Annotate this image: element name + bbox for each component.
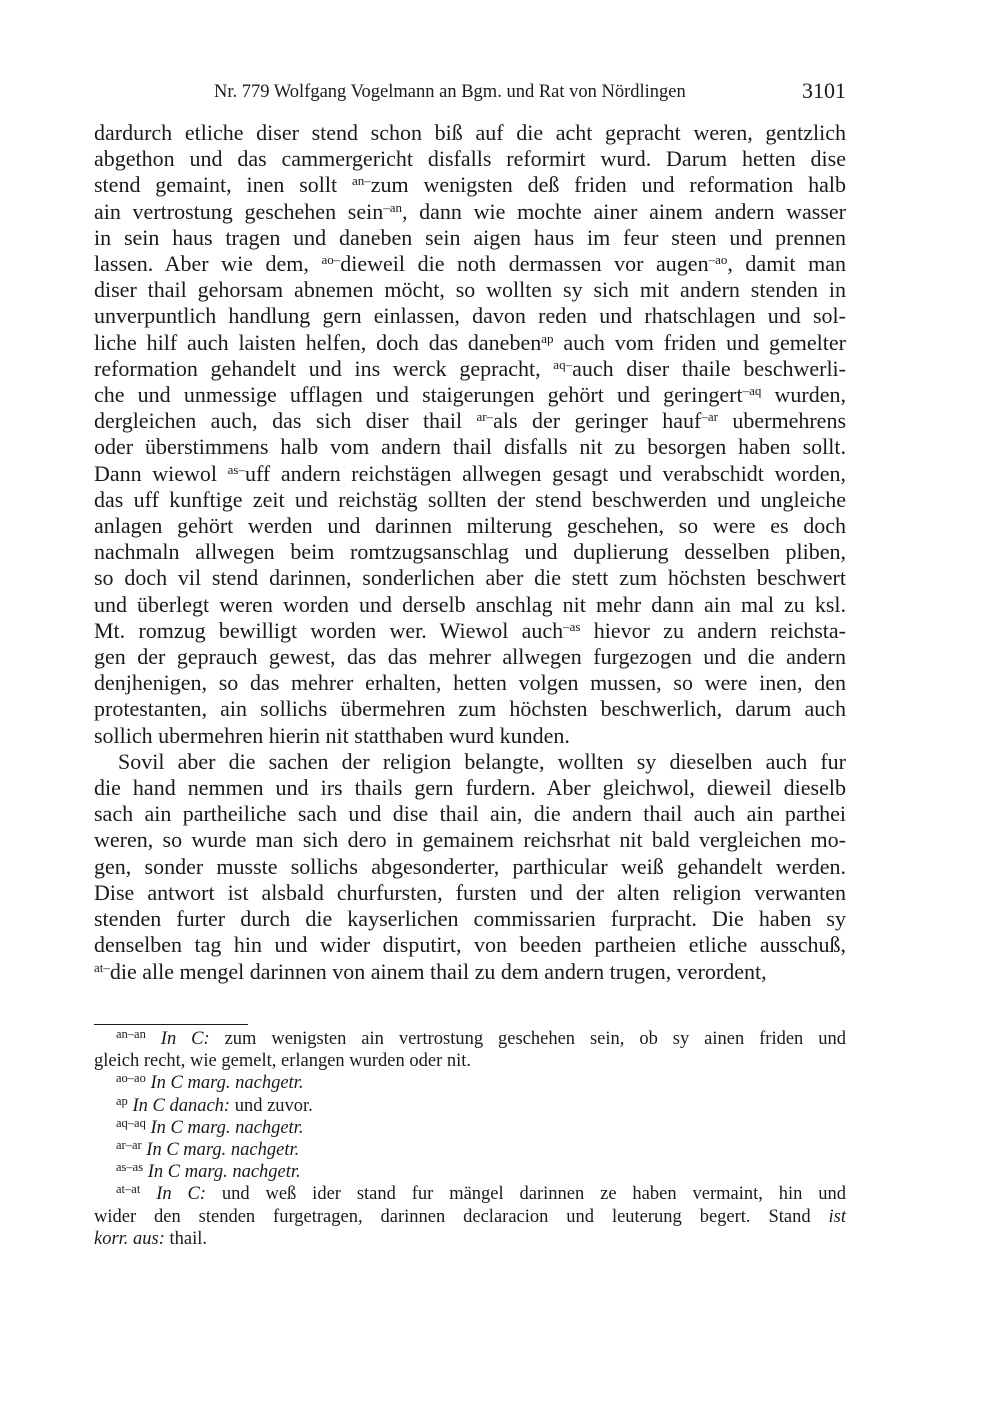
editorial-note: In C marg. nachgetr. bbox=[150, 1117, 304, 1138]
text-line bbox=[94, 959, 846, 985]
text-line: oder überstimmens halb vom andern thail disfalls nit zu besorgen haben sollt. bbox=[94, 434, 846, 460]
text-segment: die alle mengel darinnen von ainem thail zu dem andern trugen, verordent, bbox=[109, 958, 767, 984]
text-segment: reformation gehandelt und ins werck gepracht, bbox=[94, 355, 554, 381]
text-line: weren, so wurde man sich dero in gemainem reichsrhat nit bald vergleichen mo- bbox=[94, 827, 846, 853]
footnote-line bbox=[94, 1183, 846, 1205]
text-segment: lassen. Aber wie dem, bbox=[94, 251, 322, 277]
apparatus-marker: ap bbox=[541, 330, 554, 346]
editorial-note: In C danach: bbox=[132, 1095, 231, 1116]
text-line bbox=[94, 251, 846, 277]
editorial-note: In C: bbox=[160, 1029, 210, 1049]
apparatus-marker: aq–aq bbox=[116, 1115, 146, 1130]
text-segment: hievor zu andern reichsta- bbox=[580, 617, 846, 643]
apparatus-marker: at– bbox=[94, 959, 110, 975]
text-segment: stend gemaint, inen sollt bbox=[94, 172, 352, 198]
apparatus-marker: as–as bbox=[116, 1159, 144, 1174]
text-line: diser thail gehorsam abnemen möcht, so wollten sy sich mit andern stenden in bbox=[94, 277, 846, 303]
text-line: unverpuntlich handlung gern einlassen, davon reden und rhatschlagen und sol- bbox=[94, 303, 846, 329]
editorial-note: In C marg. nachgetr. bbox=[146, 1140, 300, 1161]
footnote-separator bbox=[94, 1024, 248, 1025]
apparatus-marker: at–at bbox=[116, 1182, 141, 1197]
text-segment: , damit man bbox=[727, 251, 846, 277]
apparatus-marker: ap bbox=[116, 1093, 128, 1108]
text-line bbox=[94, 408, 846, 434]
apparatus-marker: aq– bbox=[553, 356, 573, 372]
text-segment: dieweil die noth dermassen vor augen bbox=[340, 251, 709, 277]
apparatus-marker: ao–ao bbox=[116, 1071, 146, 1086]
footnote-line bbox=[94, 1095, 846, 1117]
apparatus-marker: ao– bbox=[321, 251, 341, 267]
footnote-line bbox=[94, 1028, 846, 1050]
text-line: denjhenigen, so das mehrer erhalten, hetten volgen mussen, so were inen, den bbox=[94, 670, 846, 696]
apparatus-marker: –an bbox=[383, 199, 402, 215]
text-line: und überlegt weren worden und derselb anschlag nit mehr dann ain mal zu ksl. bbox=[94, 591, 846, 617]
apparatus-marker: –aq bbox=[742, 382, 762, 398]
text-segment: zum wenigsten deß friden und reformation halb bbox=[370, 172, 846, 198]
text-segment bbox=[146, 1029, 161, 1049]
footnote-line bbox=[94, 1139, 846, 1161]
text-line bbox=[94, 382, 846, 408]
text-segment: auch diser thaile beschwerli- bbox=[572, 355, 846, 381]
footnote-line bbox=[94, 1072, 846, 1094]
apparatus-marker: ar– bbox=[476, 409, 494, 425]
text-line: gen, sonder musste sollichs abgesonderter, parthicular weiß gehandelt werden. bbox=[94, 853, 846, 879]
text-segment: als der geringer hauf bbox=[493, 408, 702, 434]
text-line: Sovil aber die sachen der religion belangte, wollten sy dieselben auch fur bbox=[118, 748, 846, 774]
running-header bbox=[94, 78, 846, 108]
text-segment: wider den stenden furgetragen, darinnen declaracion und leuterung begert. Stand bbox=[94, 1206, 829, 1227]
text-line: nachmaln allwegen beim romtzugsanschlag und duplierung desselben pliben, bbox=[94, 539, 846, 565]
text-line bbox=[94, 461, 846, 487]
editorial-note: In C marg. nachgetr. bbox=[150, 1073, 304, 1094]
text-segment: wurden, bbox=[761, 382, 846, 408]
editorial-note: In C: bbox=[156, 1184, 206, 1205]
editorial-note: In C marg. nachgetr. bbox=[147, 1162, 301, 1183]
apparatus-marker: as– bbox=[227, 461, 245, 477]
footnote-line bbox=[94, 1206, 846, 1228]
text-segment: ubermehrens bbox=[717, 408, 847, 434]
text-line: so doch vil stend darinnen, sonderlichen aber die stett zum höchsten beschwert bbox=[94, 565, 846, 591]
text-line: sach ain partheiliche sach und dise thail ain, die andern thail auch ain parthei bbox=[94, 801, 846, 827]
text-segment: , dann wie mochte ainer ainem andern wasser bbox=[401, 198, 847, 224]
text-segment: zum wenigsten ain vertrostung geschehen sein, ob sy ainen friden und bbox=[209, 1029, 846, 1049]
text-segment: liche hilf auch laisten helfen, doch das daneben bbox=[94, 329, 542, 355]
text-line: Dise antwort ist alsbald churfursten, fursten und der alten religion verwanten bbox=[94, 879, 846, 905]
text-line bbox=[94, 199, 846, 225]
text-segment: dergleichen auch, das sich diser thail bbox=[94, 408, 477, 434]
text-line: abgethon und das cammergericht disfalls reformirt wurd. Darum hetten dise bbox=[94, 146, 846, 172]
footnote-line bbox=[94, 1228, 846, 1250]
footnote-line bbox=[94, 1161, 846, 1183]
apparatus-marker: an– bbox=[352, 173, 371, 189]
apparatus-marker: –ar bbox=[701, 409, 718, 425]
text-segment bbox=[140, 1184, 156, 1204]
text-line: protestanten, ain sollichs übermehren zum höchsten beschwerlich, darum auch bbox=[94, 696, 846, 722]
footnotes bbox=[94, 1028, 846, 1250]
text-line: gen der geprauch gewest, das das mehrer allwegen furgezogen und die andern bbox=[94, 644, 846, 670]
text-segment: und zuvor. bbox=[230, 1095, 313, 1116]
text-line: denselben tag hin und wider disputirt, von beeden partheien etliche ausschuß, bbox=[94, 932, 846, 958]
text-segment: auch vom friden und gemelter bbox=[553, 329, 846, 355]
text-line: dardurch etliche diser stend schon biß auf die acht gepracht weren, gentzlich bbox=[94, 120, 846, 145]
text-segment: Dann wiewol bbox=[94, 460, 228, 486]
text-segment: ain vertrostung geschehen sein bbox=[94, 198, 384, 224]
text-line: in sein haus tragen und daneben sein aigen haus im feur steen und prennen bbox=[94, 224, 846, 250]
text-segment: che und unmessige ufflagen und staigerungen gehört und geringert bbox=[94, 382, 743, 408]
main-text bbox=[94, 120, 846, 985]
text-line: stenden furter durch die kayserlichen commissarien furpracht. Die haben sy bbox=[94, 906, 846, 932]
text-segment: Mt. romzug bewilligt worden wer. Wiewol auch bbox=[94, 617, 564, 643]
apparatus-marker: ar–ar bbox=[116, 1137, 142, 1152]
footnote-line bbox=[94, 1117, 846, 1139]
page-number: 3101 bbox=[802, 78, 846, 103]
text-line bbox=[94, 330, 846, 356]
footnote-line: gleich recht, wie gemelt, erlangen wurden oder nit. bbox=[94, 1051, 472, 1072]
text-line bbox=[94, 356, 846, 382]
apparatus-marker: –as bbox=[563, 618, 581, 634]
text-line: sollich ubermehren hierin nit statthaben wurd kunden. bbox=[94, 722, 570, 748]
text-segment: und weß ider stand fur mängel darinnen ze haben vermaint, hin und bbox=[205, 1184, 847, 1205]
text-segment: uff andern reichstägen allwegen gesagt und verabschidt worden, bbox=[244, 460, 847, 486]
text-line bbox=[94, 618, 846, 644]
text-segment: thail. bbox=[164, 1228, 208, 1249]
apparatus-marker: an–an bbox=[116, 1026, 146, 1041]
editorial-note: ist bbox=[828, 1206, 846, 1227]
text-line: anlagen gehört werden und darinnen milterung geschehen, so were es doch bbox=[94, 513, 846, 539]
editorial-note: korr. aus: bbox=[94, 1228, 165, 1249]
apparatus-marker: –ao bbox=[708, 251, 728, 267]
running-title: Nr. 779 Wolfgang Vogelmann an Bgm. und Rat von Nördlingen bbox=[214, 82, 686, 102]
text-line bbox=[94, 172, 846, 198]
text-line: das uff kunftige zeit und reichstäg sollten der stend beschwerden und ungleiche bbox=[94, 486, 846, 512]
text-line: die hand nemmen und irs thails gern furdern. Aber gleichwol, dieweil dieselb bbox=[94, 775, 846, 801]
